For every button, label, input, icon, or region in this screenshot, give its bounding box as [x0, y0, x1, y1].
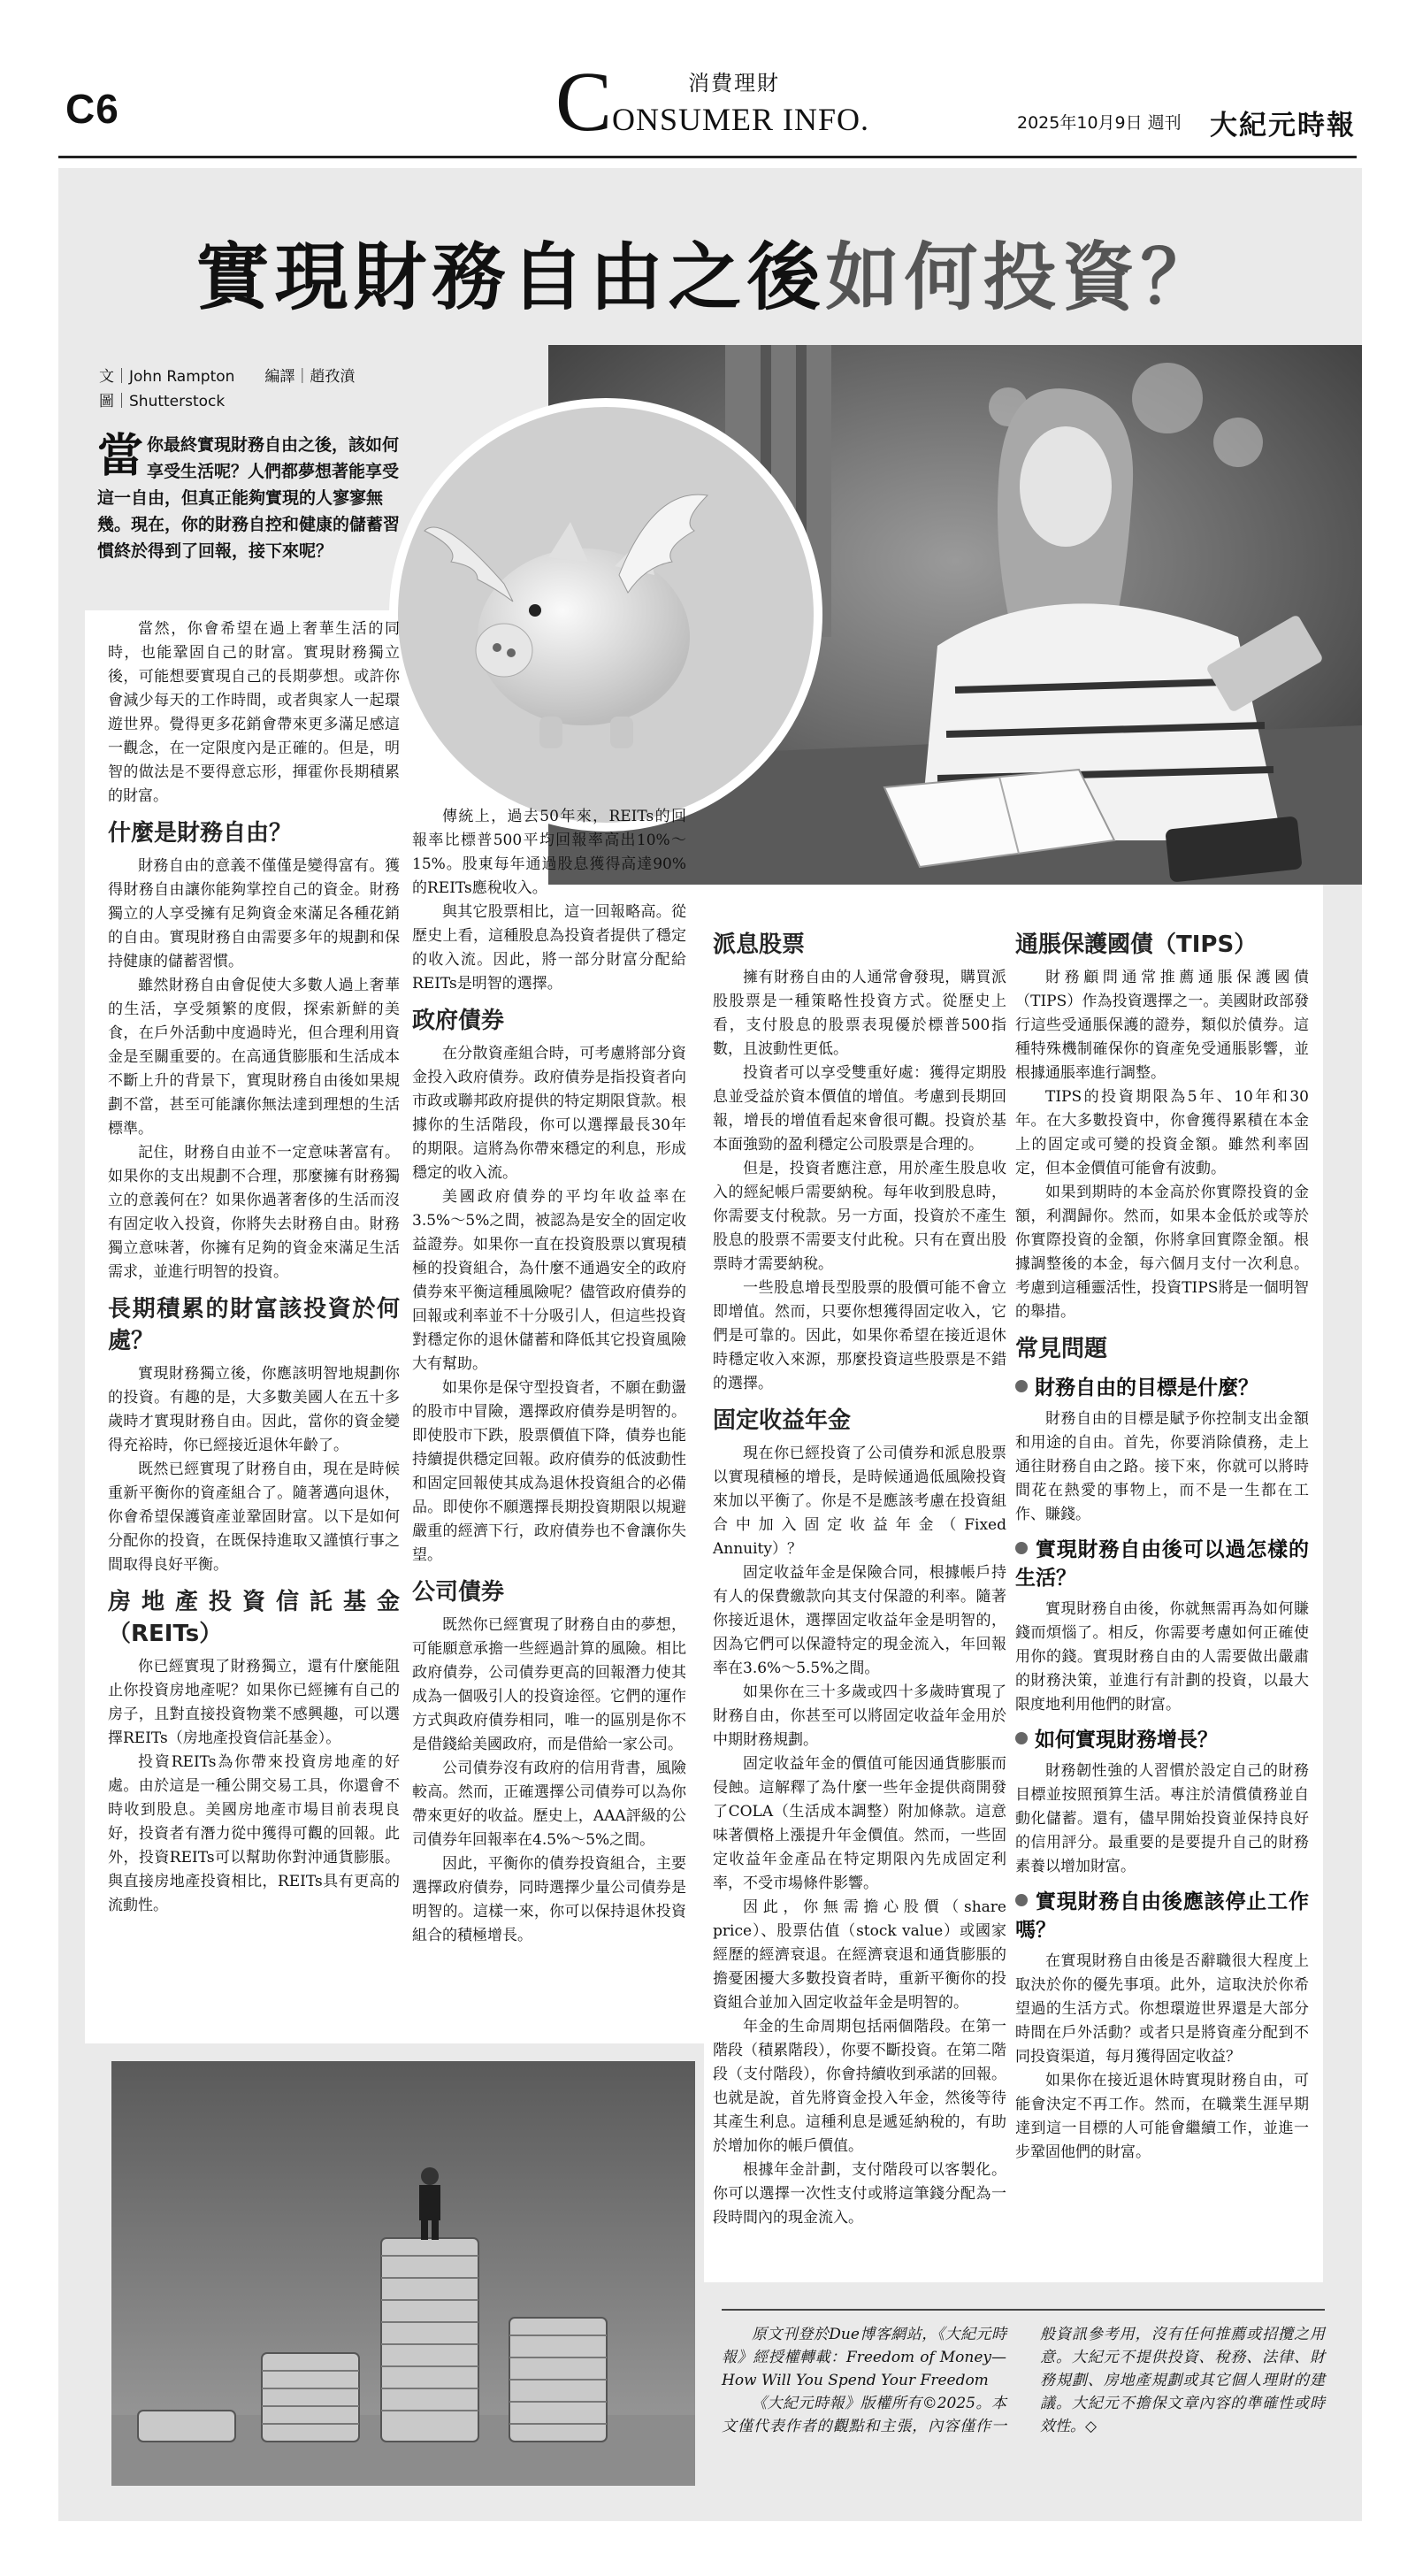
subheading: 常見問題: [1015, 1336, 1108, 1362]
bullet-icon: [1015, 1380, 1028, 1392]
paragraph: 財務顧問通常推薦通脹保護國債（TIPS）作為投資選擇之一。美國財政部發行這些受通脹保護的證券，類似於債券。這種特殊機制確保你的資產免受通脹影響，並根據通脹率進行調整。: [1015, 969, 1309, 1082]
faq-question-text: 實現財務自由後可以過怎樣的生活？: [1015, 1538, 1309, 1590]
bullet-icon: [1015, 1542, 1028, 1554]
newspaper-name: 大紀元時報: [1210, 110, 1356, 142]
faq-question-text: 實現財務自由後應該停止工作嗎？: [1015, 1890, 1309, 1942]
paragraph: 你已經實現了財務獨立，還有什麼能阻止你投資房地產呢？如果你已經擁有自己的房子，且對直接投資物業不感興趣，可以選擇REITs（房地產投資信託基金）。: [108, 1658, 400, 1747]
paragraph: 固定收益年金的價值可能因通貨膨脹而侵蝕。這解釋了為什麼一些年金提供商開發了COLA（生活成本調整）附加條款。這意味著價格上漲提升年金價值。然而，一些固定收益年金產品在特定期限內先成固定利率，不受市場條件影響。: [713, 1755, 1006, 1892]
subheading: 派息股票: [713, 932, 806, 958]
masthead-rule: [58, 156, 1357, 158]
headline-part2: 如何投資？: [825, 234, 1220, 320]
faq-question: [1015, 1536, 1309, 1592]
main-photo: [389, 345, 1362, 885]
faq-answer: 如果你在接近退休時實現財務自由，可能會決定不再工作。然而，在職業生涯早期達到這一目標的人可能會繼續工作，並進一步鞏固他們的財富。: [1015, 2072, 1309, 2161]
lead-paragraph: [97, 432, 414, 564]
paragraph: 記住，財務自由並不一定意味著富有。如果你的支出規劃不合理，那麼擁有財務獨立的意義何在？如果你過著奢侈的生活而沒有固定收入投資，你將失去財務自由。財務獨立意味著，你擁有足夠的資金來滿足生活需求，並進行明智的投資。: [108, 1144, 400, 1281]
subheading: 公司債券: [412, 1579, 505, 1606]
lead-text: 你最終實現財務自由之後，該如何享受生活呢？人們都夢想著能享受這一自由，但真正能夠實現的人寥寥無幾。現在，你的財務自控和健康的儲蓄習慣終於得到了回報，接下來呢？: [97, 435, 401, 561]
headline-part1: 實現財務自由之後: [195, 234, 826, 320]
paragraph: 因此，你無需擔心股價（share price）、股票估值（stock value）或國家經歷的經濟衰退。在經濟衰退和通貨膨脹的擔憂困擾大多數投資者時，重新平衡你的投資組合並加入固定收益年金是明智的。: [713, 1898, 1006, 2012]
paragraph: 因此，平衡你的債券投資組合，主要選擇政府債券，同時選擇少量公司債券是明智的。這樣一來，你可以保持退休投資組合的積極增長。: [412, 1855, 686, 1944]
note-paragraph: 《大紀元時報》版權所有©2025。本文僅代表作者的觀點和主張，內容僅作一般資訊參考用，沒有任何推薦或招攬之用意。大紀元不提供投資、稅務、法律、財務規劃、房地產規劃或其它個人理財的建議。大紀元不擔保文章內容的準確性或時效性。◇: [722, 2326, 1325, 2435]
subheading: 房地產投資信託基金（REITs）: [108, 1589, 400, 1647]
paragraph: 固定收益年金是保險合同，根據帳戶持有人的保費繳款向其支付保證的利率。隨著你接近退休，選擇固定收益年金是明智的，因為它們可以保證特定的現金流入，年回報率在3.6%～5.5%之間。: [713, 1564, 1006, 1677]
paragraph: 如果到期時的本金高於你實際投資的金額，利潤歸你。然而，如果本金低於或等於你實際投資的金額，你將拿回實際金額。根據調整後的本金，每六個月支付一次利息。考慮到這種靈活性，投資TIPS將是一個明智的舉措。: [1015, 1184, 1309, 1321]
paragraph: 一些股息增長型股票的股價可能不會立即增值。然而，只要你想獲得固定收入，它們是可靠的。因此，如果你希望在接近退休時穩定收入來源，那麼投資這些股票是不錯的選擇。: [713, 1279, 1006, 1392]
faq-question: [1015, 1374, 1309, 1402]
faq-answer: 實現財務自由後，你就無需再為如何賺錢而煩惱了。相反，你需要考慮如何正確使用你的錢。實現財務自由的人需要做出嚴肅的財務決策，並進行有計劃的投資，以最大限度地利用他們的財富。: [1015, 1600, 1309, 1714]
section-logo: [555, 54, 874, 149]
paragraph: 當然，你會希望在過上奢華生活的同時，也能鞏固自己的財富。實現財務獨立後，可能想要實現自己的長期夢想。或許你會減少每天的工作時間，或者與家人一起環遊世界。覺得更多花銷會帶來更多滿足感這一觀念，在一定限度內是正確的。但是，明智的做法是不要得意忘形，揮霍你長期積累的財富。: [108, 620, 400, 805]
faq-question: [1015, 1726, 1309, 1754]
coin-stacks-photo: [111, 2061, 695, 2486]
subheading: 通脹保護國債（TIPS）: [1015, 932, 1258, 958]
section-initial: C: [555, 54, 613, 149]
photo-credit: 圖｜Shutterstock: [99, 393, 226, 410]
faq-answer: 在實現財務自由後是否辭職很大程度上取決於你的優先事項。此外，這取決於你希望過的生活方式。你想環遊世界還是大部分時間在戶外活動？或者只是將資產分配到不同投資渠道，每月獲得固定收益？: [1015, 1952, 1309, 2066]
issue-date: 2025年10月9日 週刊: [1017, 113, 1182, 133]
column-4: [1015, 920, 1309, 2165]
paragraph: 財務自由的意義不僅僅是變得富有。獲得財務自由讓你能夠掌控自己的資金。財務獨立的人享受擁有足夠資金來滿足各種花銷的自由。實現財務自由需要多年的規劃和保持健康的儲蓄習慣。: [108, 857, 400, 970]
paragraph: 雖然財務自由會促使大多數人過上奢華的生活，享受頻繁的度假，探索新鮮的美食，在戶外活動中度過時光，但合理利用資金是至關重要的。在高通貨膨脹和生活成本不斷上升的背景下，實現財務自由後如果規劃不當，甚至可能讓你無法達到理想的生活標準。: [108, 977, 400, 1138]
credits: [99, 364, 355, 414]
subheading: 什麼是財務自由？: [108, 820, 293, 847]
page-number: C6: [65, 86, 119, 132]
section-name-zh: 消費理財: [688, 71, 780, 96]
paragraph: 如果你在三十多歲或四十多歲時實現了財務自由，你甚至可以將固定收益年金用於中期財務規劃。: [713, 1683, 1006, 1749]
paragraph: 投資者可以享受雙重好處：獲得定期股息並受益於資本價值的增值。考慮到長期回報，增長的增值看起來會很可觀。投資於基本面強勁的盈利穩定公司股票是合理的。: [713, 1064, 1006, 1154]
bullet-icon: [1015, 1894, 1028, 1906]
headline: [133, 218, 1282, 324]
paragraph: 根據年金計劃，支付階段可以客製化。你可以選擇一次性支付或將這筆錢分配為一段時間內的現金流入。: [713, 2161, 1006, 2227]
drop-cap: 當: [97, 430, 144, 483]
column-1: [108, 617, 400, 1918]
subheading: 政府債券: [412, 1008, 505, 1034]
faq-question-text: 如何實現財務增長？: [1035, 1729, 1218, 1752]
faq-answer: 財務韌性強的人習慣於設定自己的財務目標並按照預算生活。專注於清償債務並自動化儲蓄。還有，儘早開始投資並保持良好的信用評分。最重要的是要提升自己的財務素養以增加財富。: [1015, 1762, 1309, 1875]
paragraph: 傳統上，過去50年來，REITs的回報率比標普500平均回報率高出10%～15%。股東每年通過股息獲得高達90%的REITs應稅收入。: [412, 808, 686, 897]
paragraph: 公司債券沒有政府的信用背書，風險較高。然而，正確選擇公司債券可以為你帶來更好的收益。歷史上，AAA評級的公司債券年回報率在4.5%～5%之間。: [412, 1760, 686, 1849]
subheading: 長期積累的財富該投資於何處？: [108, 1296, 400, 1354]
author-credit: 文｜John Rampton 編譯｜趙孜濆: [99, 368, 356, 386]
paragraph: 如果你是保守型投資者，不願在動盪的股市中冒險，選擇政府債券是明智的。即使股市下跌，股票價值下降，債券也能持續提供穩定回報。政府債券的低波動性和固定回報使其成為退休投資組合的必備品。即使你不願選擇長期投資期限以規避嚴重的經濟下行，政府債券也不會讓你失望。: [412, 1379, 686, 1564]
paragraph: 既然已經實現了財務自由，現在是時候重新平衡你的資產組合了。隨著邁向退休，你會希望保護資產並鞏固財富。以下是如何分配你的投資，在既保持進取又謹慎行事之間取得良好平衡。: [108, 1460, 400, 1574]
column-3: [713, 920, 1006, 2230]
paragraph: 年金的生命周期包括兩個階段。在第一階段（積累階段），你要不斷投資。在第二階段（支付階段），你會持續收到承諾的回報。也就是說，首先將資金投入年金，然後等待其產生利息。這種利息是遞延納稅的，有助於增加你的帳戶價值。: [713, 2018, 1006, 2155]
bullet-icon: [1015, 1732, 1028, 1744]
note-paragraph: 原文刊登於Due博客網站，《大紀元時報》經授權轉載：Freedom of Money—How Will You Spend Your Freedom: [722, 2326, 1006, 2389]
subheading: 固定收益年金: [713, 1407, 852, 1434]
section-name-en: ONSUMER INFO.: [612, 102, 870, 137]
paragraph: 擁有財務自由的人通常會發現，購買派股股票是一種策略性投資方式。從歷史上看，支付股息的股票表現優於標普500指數，且波動性更低。: [713, 969, 1006, 1058]
paragraph: 與其它股票相比，這一回報略高。從歷史上看，這種股息為投資者提供了穩定的收入流。因此，將一部分財富分配給REITs是明智的選擇。: [412, 903, 686, 993]
paragraph: 既然你已經實現了財務自由的夢想，可能願意承擔一些經過計算的風險。相比政府債券，公司債券更高的回報潛力使其成為一個吸引人的投資途徑。它們的運作方式與政府債券相同，唯一的區別是你不是借錢給美國政府，而是借給一家公司。: [412, 1616, 686, 1753]
faq-question-text: 財務自由的目標是什麼？: [1035, 1376, 1258, 1399]
paragraph: 美國政府債券的平均年收益率在3.5%～5%之間，被認為是安全的固定收益證券。如果你一直在投資股票以實現積極的投資組合，為什麼不通過安全的政府債券來平衡這種風險呢？儘管政府債券的回報或利率並不十分吸引人，但這些投資對穩定你的退休儲蓄和降低其它投資風險大有幫助。: [412, 1188, 686, 1373]
paragraph: 在分散資產組合時，可考慮將部分資金投入政府債券。政府債券是指投資者向市政或聯邦政府提供的特定期限貸款。根據你的生活階段，你可以選擇最長30年的期限。這將為你帶來穩定的利息，形成穩定的收入流。: [412, 1045, 686, 1182]
paragraph: 投資REITs為你帶來投資房地產的好處。由於這是一種公開交易工具，你還會不時收到股息。美國房地產市場目前表現良好，投資者有潛力從中獲得可觀的回報。此外，投資REITs可以幫助你對沖通貨膨脹。與直接房地產投資相比，REITs具有更高的流動性。: [108, 1753, 400, 1914]
paragraph: 但是，投資者應注意，用於產生股息收入的經紀帳戶需要納稅。每年收到股息時，你需要支付稅款。另一方面，投資於不產生股息的股票不需要支付此稅。只有在賣出股票時才需要納稅。: [713, 1160, 1006, 1273]
column-2: [412, 805, 686, 1948]
paragraph: TIPS的投資期限為5年、10年和30年。在大多數投資中，你會獲得累積在本金上的固定或可變的投資金額。雖然利率固定，但本金價值可能會有波動。: [1015, 1088, 1309, 1177]
faq-question: [1015, 1888, 1309, 1944]
source-note: [722, 2309, 1325, 2486]
paragraph: 實現財務獨立後，你應該明智地規劃你的投資。有趣的是，大多數美國人在五十多歲時才實現財務自由。因此，當你的資金變得充裕時，你已經接近退休年齡了。: [108, 1365, 400, 1454]
paragraph: 現在你已經投資了公司債券和派息股票以實現積極的增長，是時候通過低風險投資來加以平衡了。你是不是應該考慮在投資組合中加入固定收益年金（Fixed Annuity）？: [713, 1445, 1006, 1558]
faq-answer: 財務自由的目標是賦予你控制支出金額和用途的自由。首先，你要消除債務，走上通往財務自由之路。接下來，你就可以將時間花在熱愛的事物上，而不是一生都在工作、賺錢。: [1015, 1410, 1309, 1523]
